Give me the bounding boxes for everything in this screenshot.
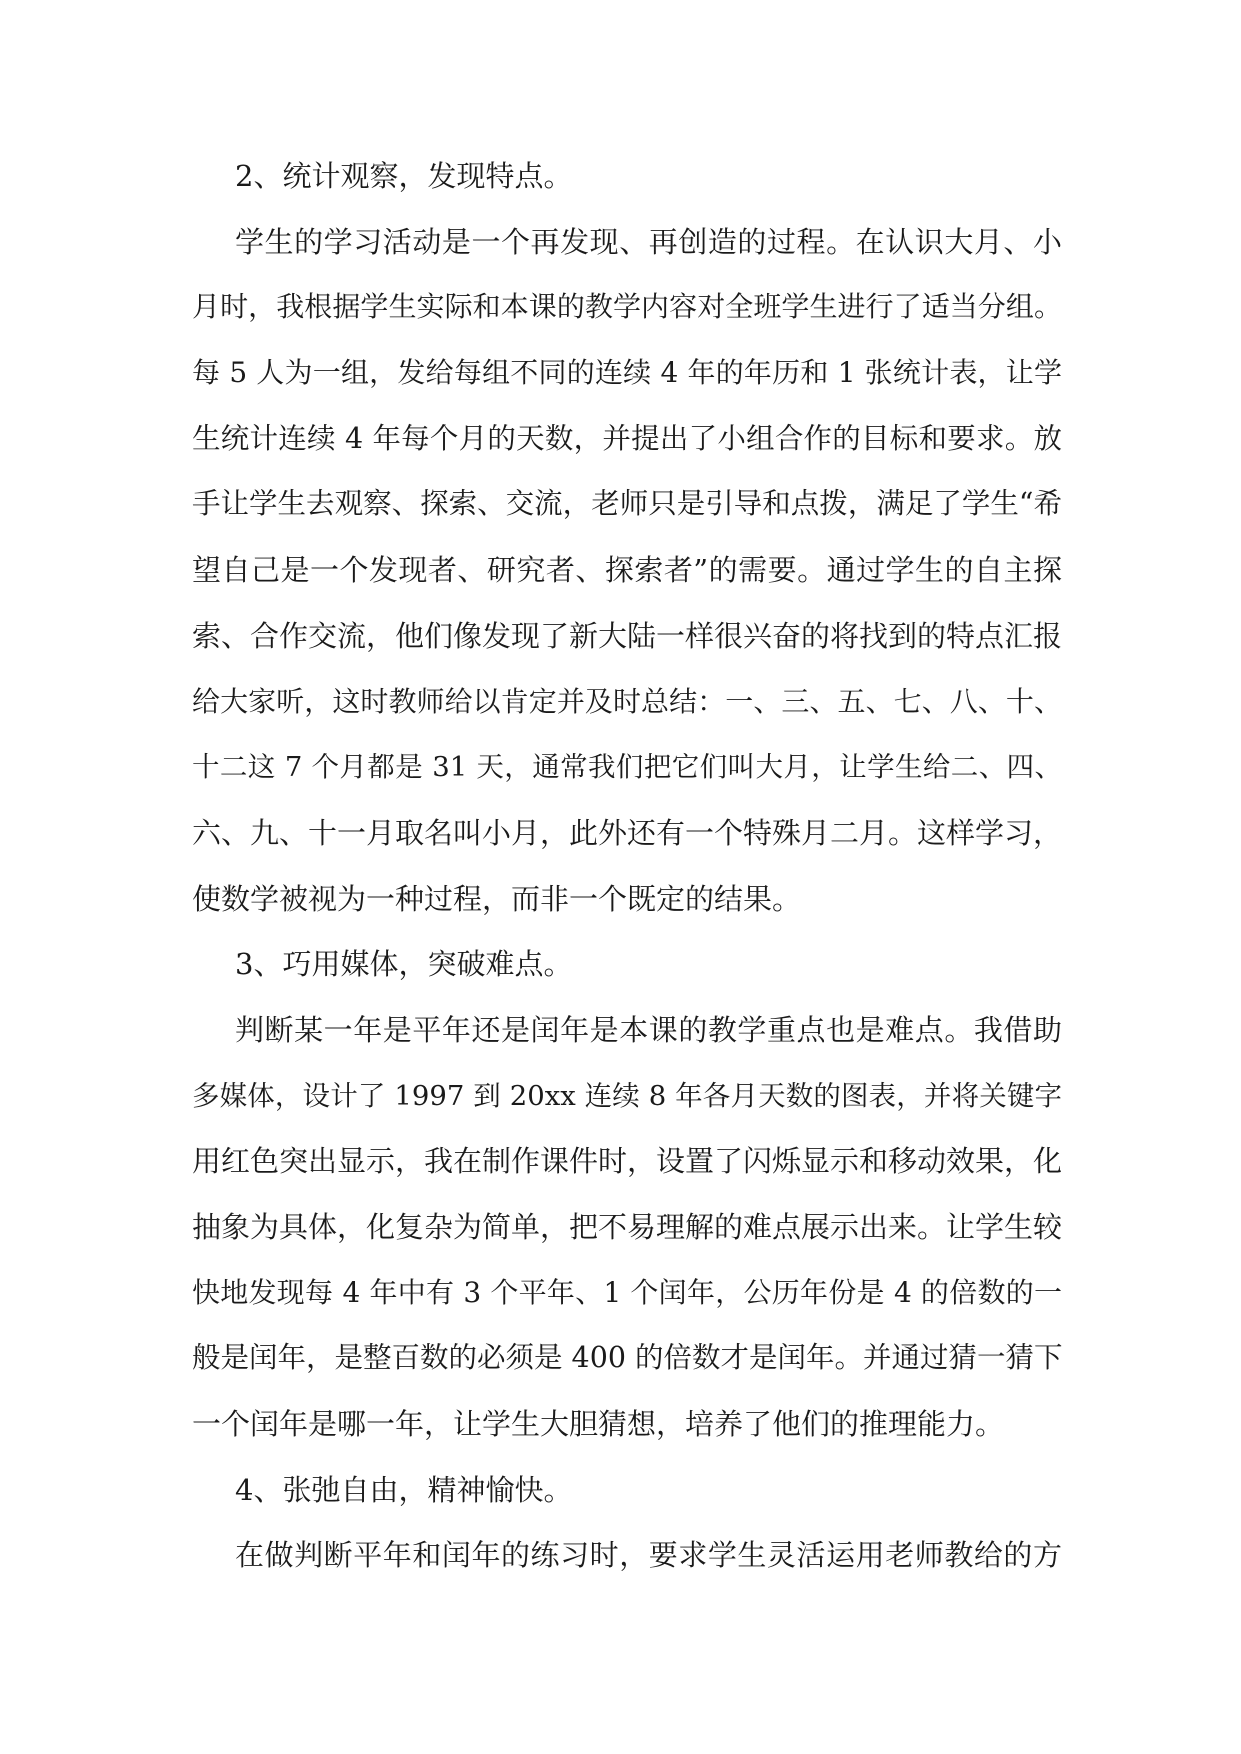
text-line: 多媒体，设计了 1997 到 20xx 连续 8 年各月天数的图表，并将关键字 xyxy=(192,1079,1062,1112)
text-line: 判断某一年是平年还是闰年是本课的教学重点也是难点。我借助 xyxy=(235,1012,1062,1047)
text-line: 3、巧用媒体，突破难点。 xyxy=(235,947,573,982)
document-body xyxy=(192,158,1062,1603)
text-line: 每 5 人为一组，发给每组不同的连续 4 年的年历和 1 张统计表，让学 xyxy=(192,356,1062,390)
text-line: 在做判断平年和闰年的练习时，要求学生灵活运用老师教给的方 xyxy=(235,1538,1062,1573)
text-line: 4、张弛自由，精神愉快。 xyxy=(235,1472,573,1507)
text-line: 望自己是一个发现者、研究者、探索者”的需要。通过学生的自主探 xyxy=(192,553,1062,588)
text-line: 般是闰年，是整百数的必须是 400 的倍数才是闰年。并通过猜一猜下 xyxy=(192,1341,1063,1375)
text-line: 快地发现每 4 年中有 3 个平年、1 个闰年，公历年份是 4 的倍数的一 xyxy=(192,1275,1062,1309)
text-line: 十二这 7 个月都是 31 天，通常我们把它们叫大月，让学生给二、四、 xyxy=(192,751,1062,784)
text-line: 一个闰年是哪一年，让学生大胆猜想，培养了他们的推理能力。 xyxy=(192,1407,1005,1442)
text-line: 2、统计观察，发现特点。 xyxy=(235,159,573,193)
text-line: 使数学被视为一种过程，而非一个既定的结果。 xyxy=(192,881,802,916)
text-line: 索、合作交流，他们像发现了新大陆一样很兴奋的将找到的特点汇报 xyxy=(192,618,1063,653)
text-line: 给大家听，这时教师给以肯定并及时总结：一、三、五、七、八、十、 xyxy=(192,684,1062,718)
text-line: 六、九、十一月取名叫小月，此外还有一个特殊月二月。这样学习， xyxy=(192,815,1063,850)
text-line: 抽象为具体，化复杂为简单，把不易理解的难点展示出来。让学生较 xyxy=(192,1210,1063,1244)
text-line: 学生的学习活动是一个再发现、再创造的过程。在认识大月、小 xyxy=(235,224,1062,259)
text-line: 用红色突出显示，我在制作课件时，设置了闪烁显示和移动效果，化 xyxy=(192,1144,1063,1179)
text-line: 手让学生去观察、探索、交流，老师只是引导和点拨，满足了学生“希 xyxy=(192,487,1062,521)
text-line: 月时，我根据学生实际和本课的教学内容对全班学生进行了适当分组。 xyxy=(192,290,1062,324)
text-line: 生统计连续 4 年每个月的天数，并提出了小组合作的目标和要求。放 xyxy=(192,421,1062,455)
